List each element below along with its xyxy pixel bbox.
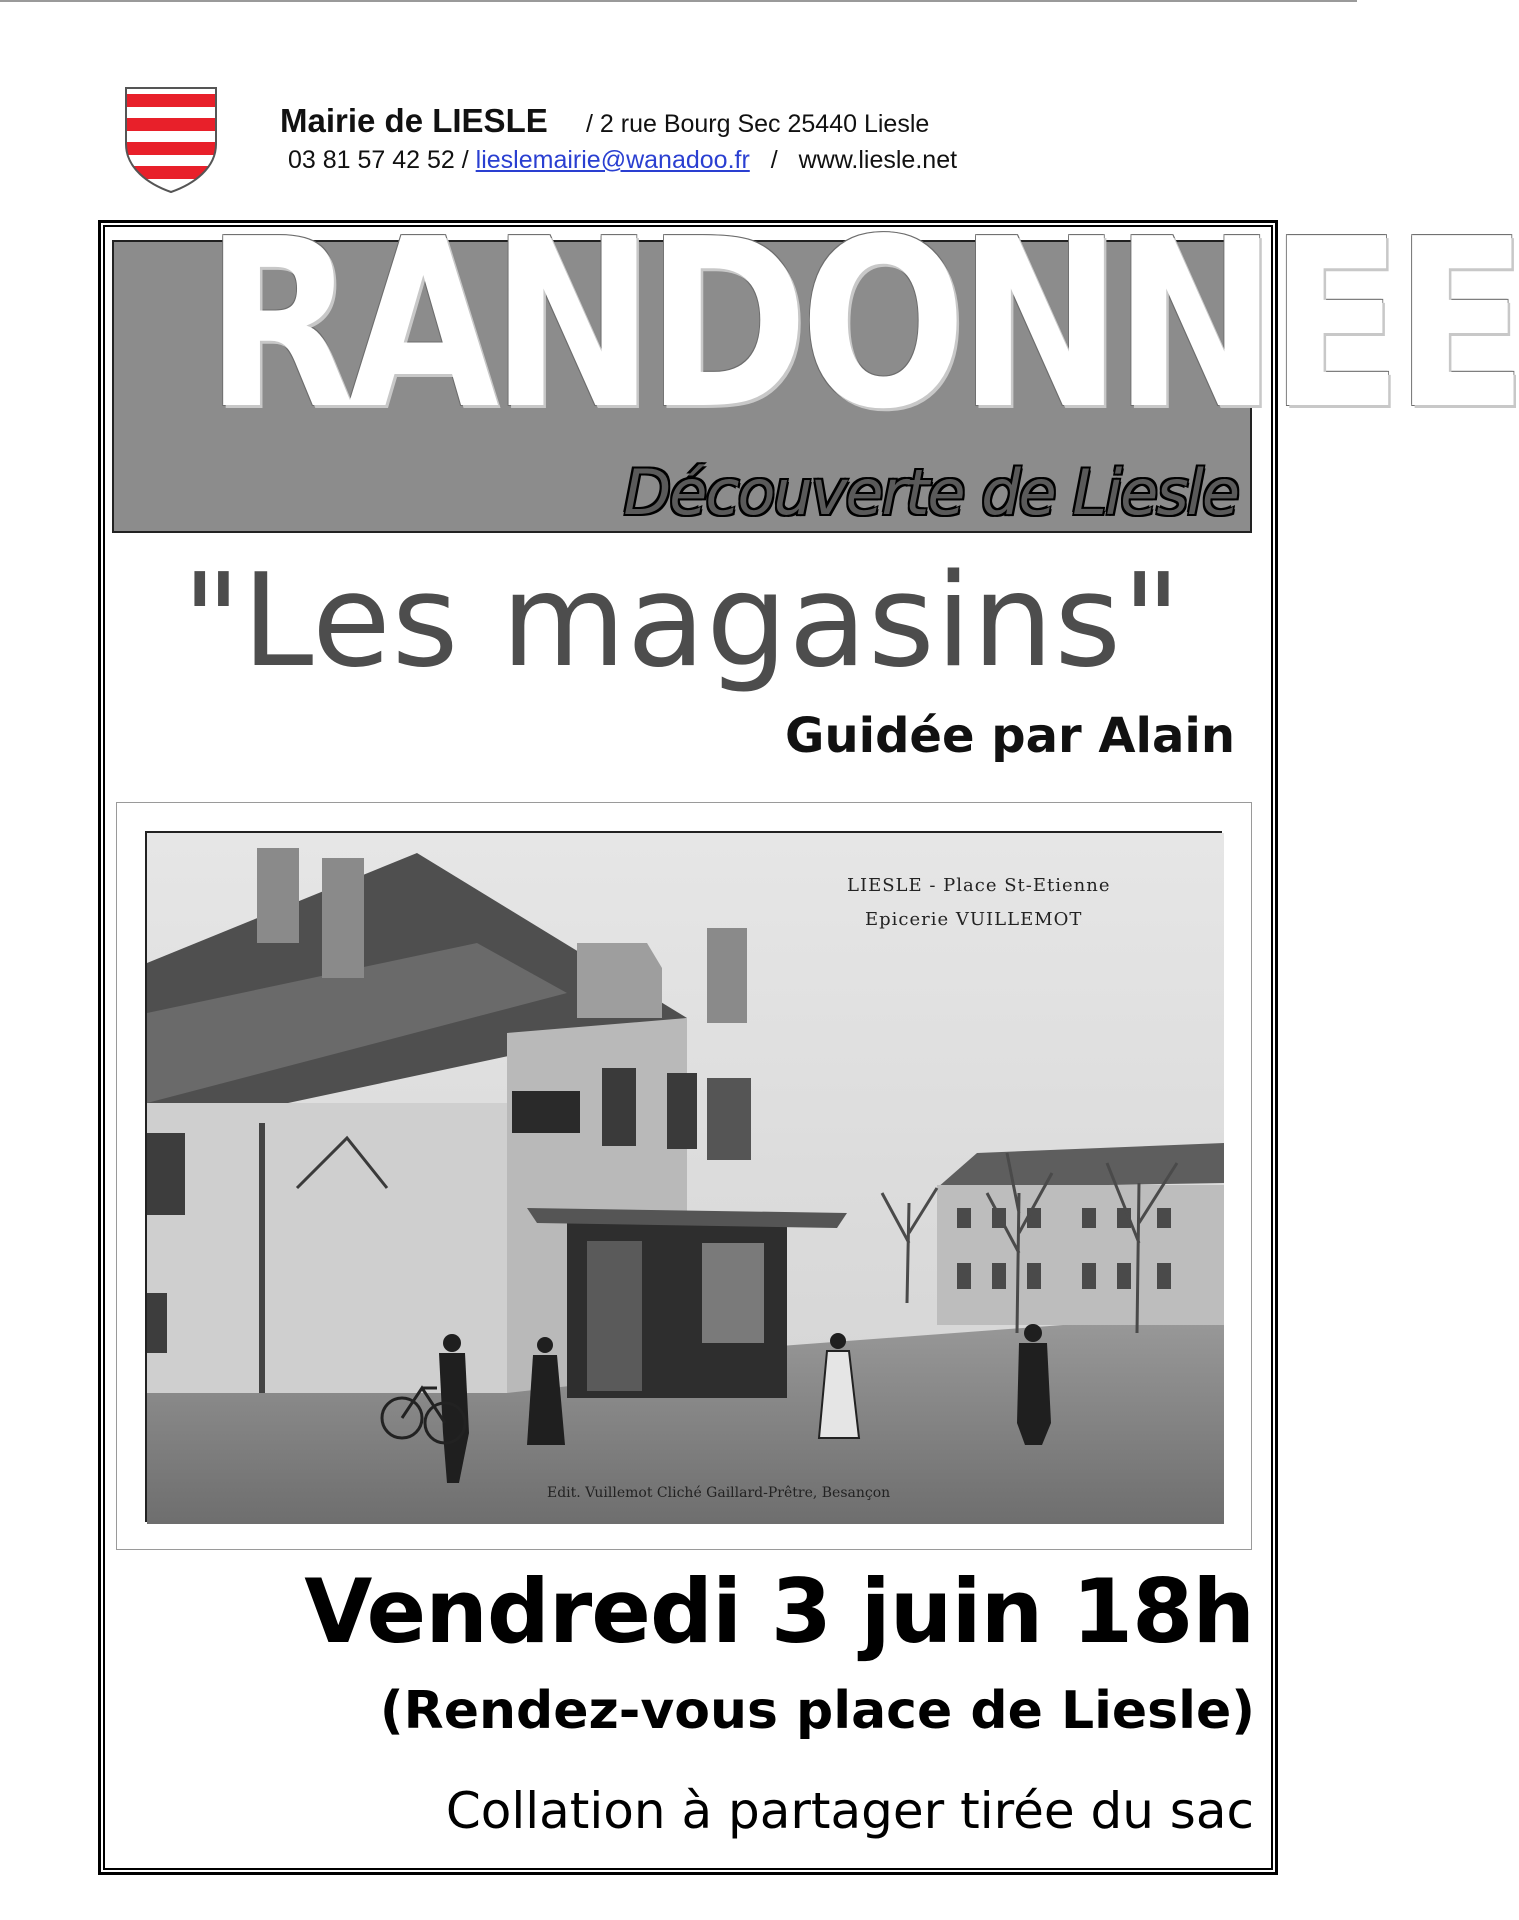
postcard-caption-line1: LIESLE - Place St-Etienne (847, 875, 1111, 896)
top-rule (0, 0, 1357, 2)
title-banner (112, 189, 1519, 533)
collation-note: Collation à partager tirée du sac (445, 1782, 1254, 1840)
event-date: Vendredi 3 juin 18h (304, 1560, 1254, 1663)
email-link[interactable]: lieslemairie@wanadoo.fr (475, 146, 750, 174)
main-house (147, 848, 847, 1398)
contact-separator: / (770, 146, 778, 174)
postcard-caption-line2: Epicerie VUILLEMOT (865, 909, 1083, 930)
postcard-credit: Edit. Vuillemot Cliché Gaillard-Prêtre, Besançon (547, 1485, 891, 1501)
guide-name: Guidée par Alain (785, 708, 1235, 764)
historic-postcard-photo (145, 831, 1222, 1522)
background-building (937, 1143, 1224, 1325)
mairie-address: / 2 rue Bourg Sec 25440 Liesle (586, 110, 930, 138)
website-text: www.liesle.net (798, 146, 958, 174)
mairie-name: Mairie de LIESLE (280, 102, 548, 139)
poster-title: RANDONNEE (205, 189, 1519, 460)
phone-number: 03 81 57 42 52 / (288, 146, 469, 174)
poster-subtitle: Découverte de Liesle (623, 456, 1238, 529)
contact-line (288, 146, 957, 175)
walk-theme: "Les magasins" (182, 547, 1182, 696)
meeting-point: (Rendez-vous place de Liesle) (379, 1681, 1255, 1741)
crest-icon (124, 86, 218, 194)
